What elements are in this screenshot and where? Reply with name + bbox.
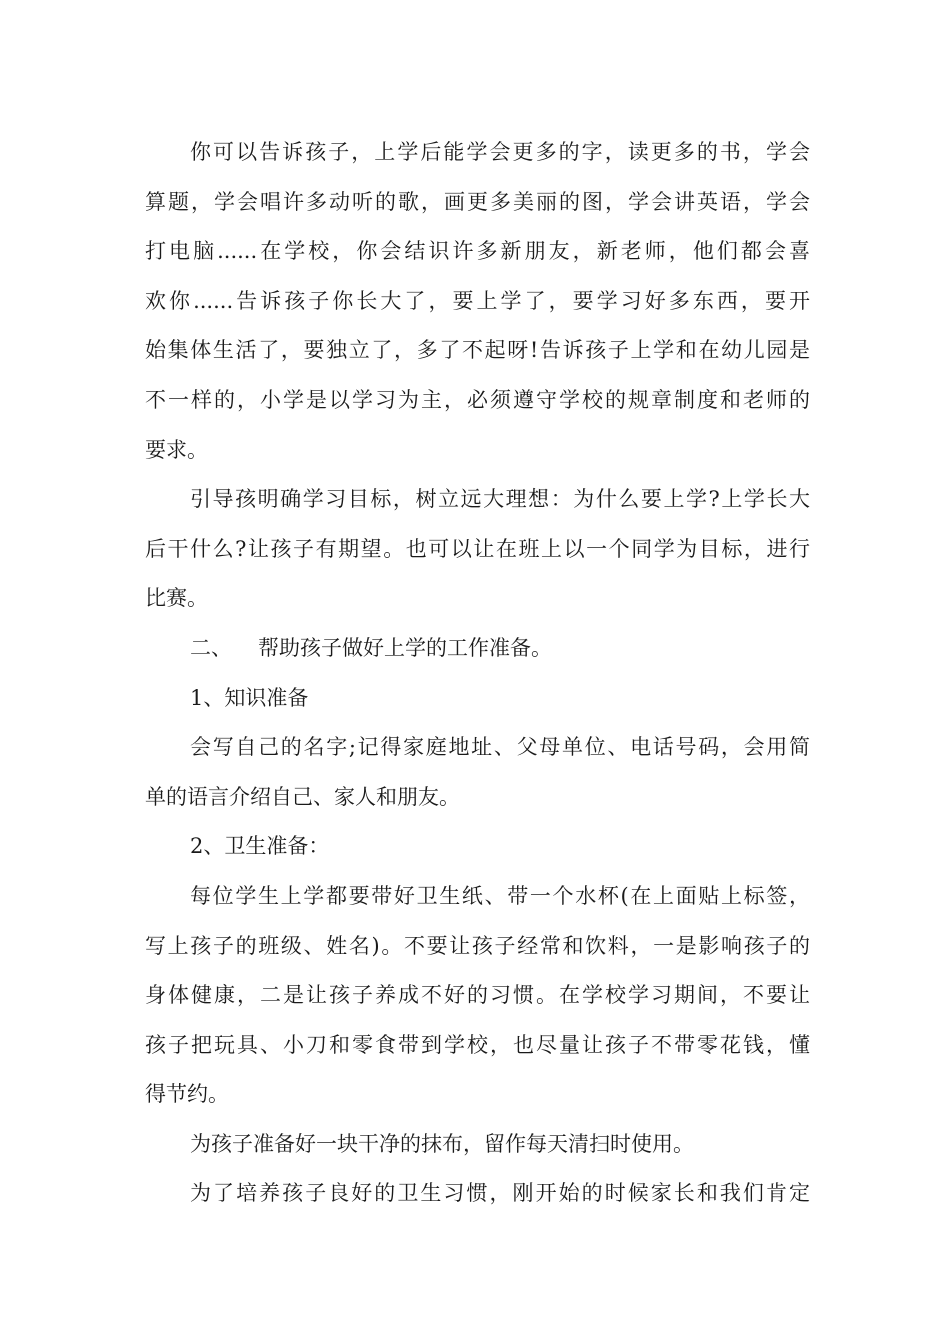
paragraph-line: 比赛。	[145, 586, 208, 611]
paragraph-6	[145, 1169, 810, 1219]
subsection-heading-knowledge: 1、知识准备	[190, 685, 309, 710]
paragraph-line: 写上孩子的班级、姓名)。不要让孩子经常和饮料，一是影响孩子的	[145, 933, 810, 958]
paragraph-line: 单的语言介绍自己、家人和朋友。	[145, 784, 460, 809]
paragraph-line: 引导孩明确学习目标，树立远大理想：为什么要上学?上学长大	[190, 487, 810, 512]
paragraph-line: 你可以告诉孩子，上学后能学会更多的字，读更多的书，学会	[190, 140, 810, 164]
paragraph-line: 为了培养孩子良好的卫生习惯，刚开始的时候家长和我们肯定	[190, 1181, 810, 1206]
paragraph-5	[145, 1120, 810, 1170]
paragraph-line: 身体健康，二是让孩子养成不好的习惯。在学校学习期间，不要让	[145, 983, 810, 1008]
paragraph-line: 得节约。	[145, 1082, 229, 1107]
section-title: 帮助孩子做好上学的工作准备。	[258, 635, 552, 660]
paragraph-line: 欢你......告诉孩子你长大了，要上学了，要学习好多东西，要开	[145, 288, 810, 313]
paragraph-line: 会写自己的名字;记得家庭地址、父母单位、电话号码，会用简	[190, 735, 810, 760]
section-heading	[145, 624, 810, 674]
paragraph-line: 不一样的，小学是以学习为主，必须遵守学校的规章制度和老师的	[145, 387, 810, 412]
paragraph-3	[145, 723, 810, 822]
document-body	[145, 128, 810, 1219]
paragraph-line: 后干什么?让孩子有期望。也可以让在班上以一个同学为目标，进行	[145, 536, 810, 561]
paragraph-2	[145, 475, 810, 624]
paragraph-line: 孩子把玩具、小刀和零食带到学校，也尽量让孩子不带零花钱，懂	[145, 1032, 810, 1057]
paragraph-line: 为孩子准备好一块干净的抹布，留作每天清扫时使用。	[190, 1131, 694, 1156]
paragraph-1	[145, 128, 810, 475]
paragraph-4	[145, 872, 810, 1120]
paragraph-line: 要求。	[145, 437, 208, 462]
paragraph-line: 始集体生活了，要独立了，多了不起呀!告诉孩子上学和在幼儿园是	[145, 338, 810, 363]
paragraph-line: 算题，学会唱许多动听的歌，画更多美丽的图，学会讲英语，学会	[145, 189, 810, 214]
section-number: 二、	[190, 635, 232, 660]
paragraph-line: 打电脑......在学校，你会结识许多新朋友，新老师，他们都会喜	[145, 239, 810, 264]
subsection-heading-hygiene: 2、卫生准备：	[190, 834, 330, 859]
paragraph-line: 每位学生上学都要带好卫生纸、带一个水杯(在上面贴上标签，	[190, 883, 810, 908]
